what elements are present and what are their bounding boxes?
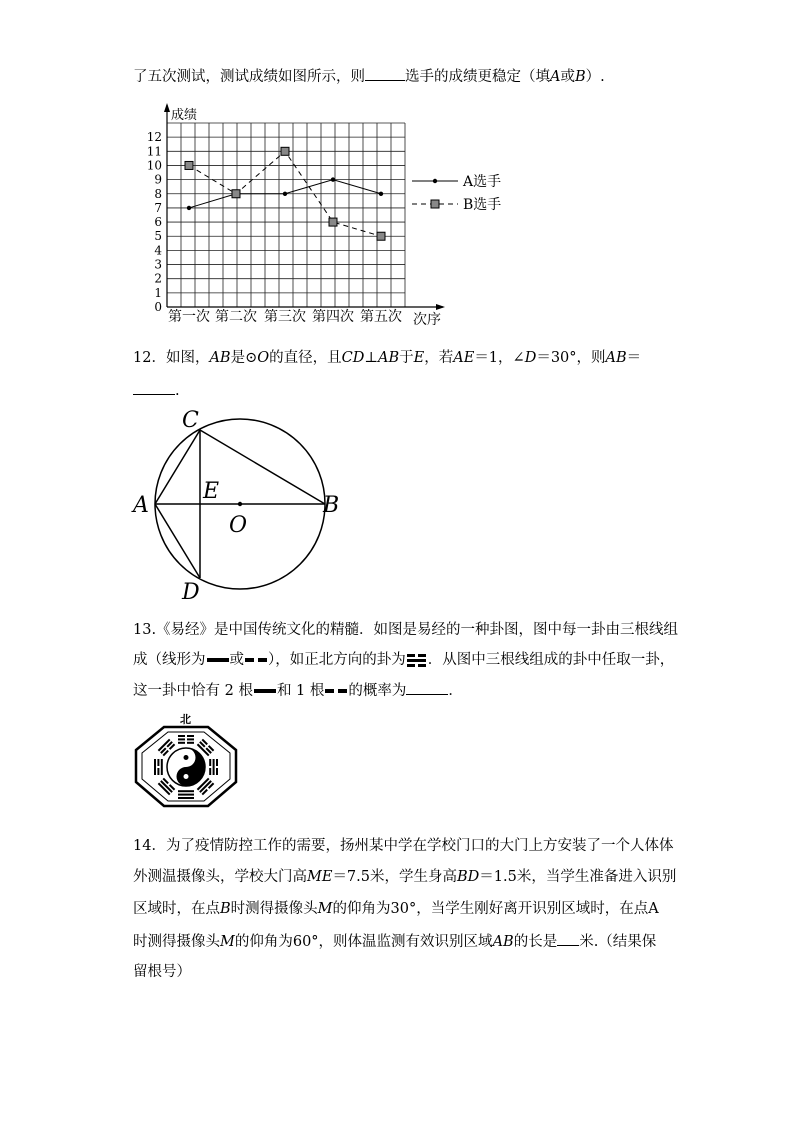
north-trigram-icon [406,652,428,668]
q13-line3: 这一卦中恰有 2 根 和 1 根 的概率为 ． [133,680,463,701]
answer-blank[interactable] [365,66,405,81]
y-tick-label: 5 [154,229,162,244]
x-tick-label: 第四次 [312,309,354,325]
trigram-icon [178,735,194,744]
answer-blank[interactable] [133,380,175,395]
segment-ad [155,504,200,578]
x-tick-label: 第五次 [360,309,402,325]
data-point-b [377,232,385,240]
y-tick-label: 4 [154,243,162,258]
y-tick-label: 8 [154,186,162,201]
label-o: O [229,513,248,538]
legend-marker [433,179,437,183]
label-c: C [182,408,199,433]
q11-line: 了五次测试，测试成绩如图所示，则 选手的成绩更稳定（填A或B）. [133,66,605,87]
q14-line3: 区域时，在点B时测得摄像头M的仰角为30°，当学生刚好离开识别区域时，在点A [133,901,659,917]
data-point-b [232,190,240,198]
data-point-b [329,218,337,226]
legend-marker [431,200,439,208]
yang-line-icon [253,686,277,696]
y-tick-label: 7 [154,200,162,215]
data-point-a [331,177,335,181]
q12-line: 12．如图，AB是⊙O的直径，且CD⊥AB于E，若AE＝1，∠D＝30°，则AB＝ [133,350,642,366]
legend-label: A选手 [463,174,502,190]
score-chart [0,100,794,340]
bagua-diagram [128,710,248,810]
north-label: 北 [180,713,191,726]
answer-blank[interactable] [406,680,448,695]
yang-line-icon [206,655,230,665]
y-tick-label: 6 [154,215,162,230]
yin-line-icon [324,686,348,696]
data-point-a [379,192,383,196]
y-tick-label: 0 [154,300,162,314]
segment-ac [155,430,200,504]
data-point-a [187,206,191,210]
q14-line5: 留根号） [133,964,191,980]
y-tick-label: 2 [154,271,162,286]
q13-line2: 成（线形为 或 ），如正北方向的卦为 ．从图中三根线组成的卦中任取一卦， [133,652,675,668]
trigram-icon [154,759,163,775]
x-tick-label: 第三次 [264,309,306,325]
circle-figure [130,405,370,605]
data-point-a [283,192,287,196]
x-axis-label: 次序 [413,312,441,328]
x-tick-label: 第一次 [168,309,210,325]
q14-line4: 时测得摄像头M的仰角为60°，则体温监测有效识别区域AB的长是 米.（结果保 [133,931,656,952]
label-e: E [203,479,220,504]
trigram-icon [178,790,194,799]
label-b: B [323,493,340,518]
q13-line1: 13.《易经》是中国传统文化的精髓．如图是易经的一种卦图，图中每一卦由三根线组 [133,622,679,638]
trigram-icon [209,759,218,775]
legend-label: B选手 [463,197,502,213]
answer-blank[interactable] [557,931,579,946]
x-axis-arrow [436,304,445,310]
y-tick-label: 3 [154,257,162,272]
center-point [238,502,242,506]
y-tick-label: 10 [146,158,162,173]
q14-line2: 外测温摄像头，学校大门高ME＝7.5米，学生身高BD＝1.5米，当学生准备进入识别 [133,869,677,885]
y-tick-label: 12 [146,130,162,145]
y-axis-arrow [164,103,170,112]
label-d: D [182,580,200,605]
q14-line1: 14．为了疫情防控工作的需要，扬州某中学在学校门口的大门上方安装了一个人体体 [133,838,674,854]
data-point-b [281,147,289,155]
data-point-b [185,161,193,169]
x-tick-label: 第二次 [215,309,257,325]
q12-answer-line: . [133,380,180,401]
yin-line-icon [244,655,268,665]
label-a: A [133,493,149,518]
y-tick-label: 1 [154,285,162,300]
yin-yang-icon [167,748,205,786]
y-tick-label: 11 [146,144,162,159]
y-tick-label: 9 [154,172,162,187]
y-axis-label: 成绩 [171,108,198,123]
